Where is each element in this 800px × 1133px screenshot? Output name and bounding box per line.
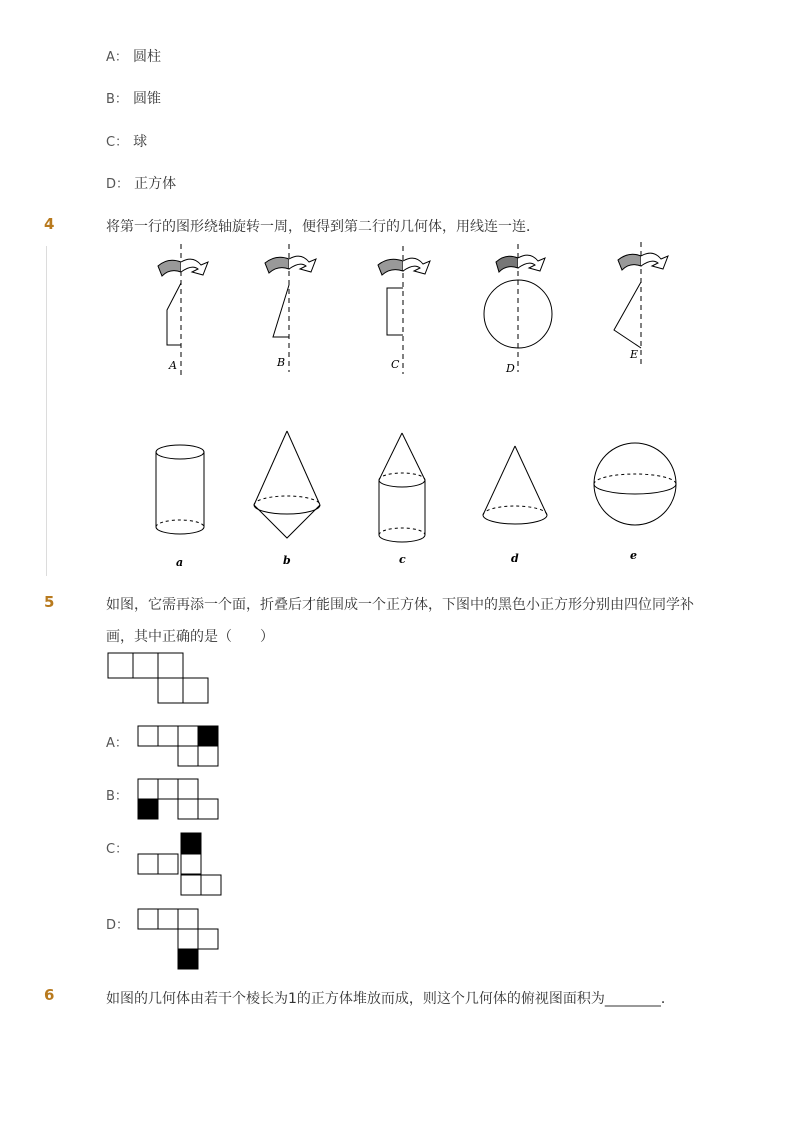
rotation-arrow-icon	[378, 258, 430, 275]
q3-option-b[interactable]	[106, 88, 161, 108]
figure-label-a: a	[176, 556, 184, 569]
q3-option-a[interactable]	[106, 46, 161, 66]
rotation-arrow-icon	[158, 259, 208, 276]
option-label: D：	[106, 177, 130, 192]
figure-label-c: c	[399, 553, 406, 566]
q3-option-d[interactable]	[106, 173, 176, 193]
rotation-arrow-icon	[496, 255, 545, 272]
option-label: C：	[106, 135, 129, 150]
q3-option-c[interactable]	[106, 131, 147, 151]
q5-option-d-label[interactable]: D：	[106, 918, 130, 933]
q4-text: 将第一行的图形绕轴旋转一周，便得到第二行的几何体，用线连一连．	[106, 219, 540, 235]
figure-label-e: e	[630, 549, 637, 562]
q4-left-rule	[46, 246, 47, 576]
figure-label-C: C	[391, 358, 400, 371]
option-text: 正方体	[134, 176, 177, 192]
q6-number: 6	[44, 986, 55, 1004]
figure-label-B: B	[277, 356, 286, 369]
q5-text-line1: 如图，它需再添一个面，折叠后才能围成一个正方体，下图中的黑色小正方形分别由四位同学补	[106, 597, 694, 613]
option-label: A：	[106, 50, 128, 65]
q4-figure	[130, 238, 710, 578]
figure-label-A: A	[169, 359, 177, 372]
figure-label-d: d	[511, 552, 519, 565]
q5-option-a-label[interactable]: A：	[106, 736, 128, 751]
q4-number: 4	[44, 215, 55, 233]
figure-label-D: D	[506, 362, 515, 375]
q5-option-c-label[interactable]: C：	[106, 842, 129, 857]
q5-number: 5	[44, 593, 55, 611]
option-text: 圆柱	[133, 49, 161, 65]
q5-text-line2: 画，其中正确的是（ ）	[106, 629, 274, 645]
option-label: B：	[106, 92, 128, 107]
rotation-arrow-icon	[265, 256, 316, 273]
option-text: 圆锥	[133, 91, 162, 107]
option-text: 球	[133, 134, 148, 150]
q6-text: 如图的几何体由若干个棱长为1的正方体堆放而成，则这个几何体的俯视图面积为________．	[106, 991, 675, 1007]
rotation-arrow-icon	[618, 253, 668, 270]
figure-label-b: b	[283, 554, 291, 567]
q5-option-b-label[interactable]: B：	[106, 789, 128, 804]
figure-label-E: E	[630, 348, 639, 361]
